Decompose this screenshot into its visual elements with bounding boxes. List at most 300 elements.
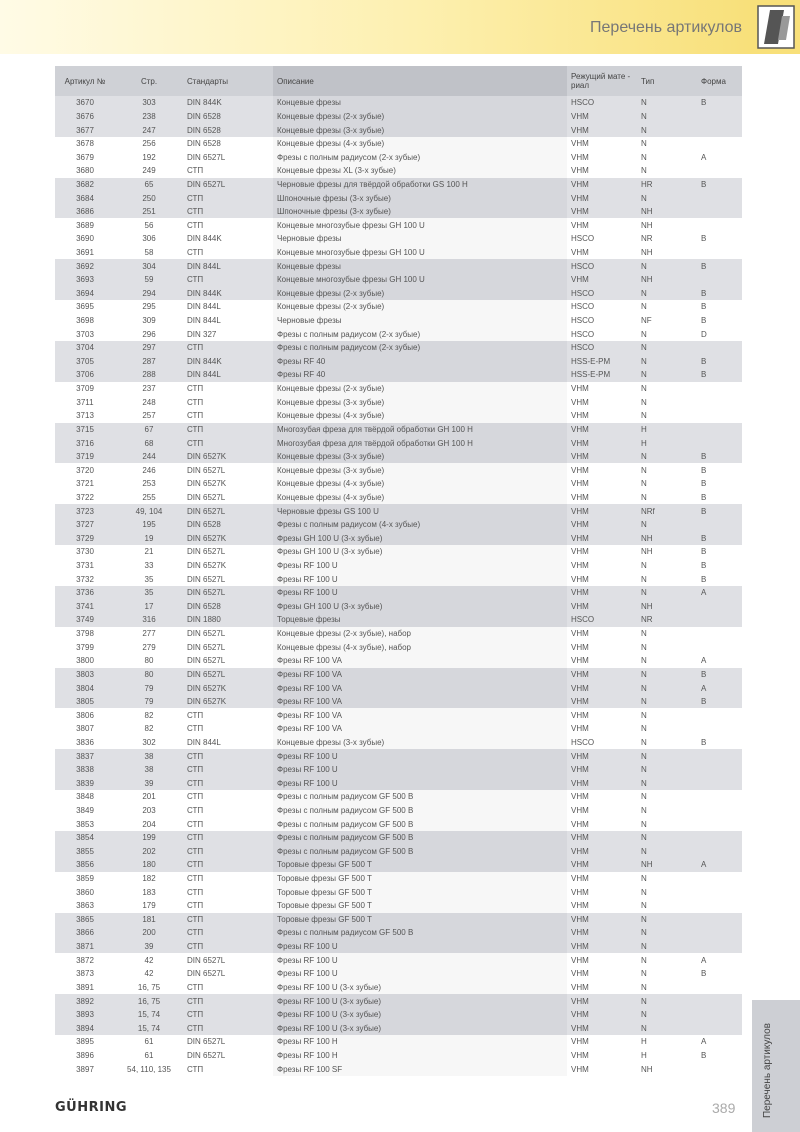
cell-material: VHM — [571, 805, 589, 815]
cell-article: 3893 — [55, 1008, 115, 1022]
cell-page: 288 — [115, 368, 183, 382]
table-row[interactable] — [55, 1008, 742, 1022]
table-row[interactable] — [55, 96, 742, 110]
cell-material: VHM — [571, 384, 589, 394]
cell-page: 42 — [144, 969, 154, 979]
cell-description: Торовые фрезы GF 500 T — [273, 885, 567, 899]
cell-article: 3691 — [76, 248, 94, 257]
table-row[interactable] — [55, 940, 742, 954]
table-row[interactable] — [55, 314, 742, 328]
cell-material: VHM — [571, 465, 589, 475]
cell-page: 15, 74 — [115, 1008, 183, 1022]
table-row[interactable] — [55, 273, 742, 287]
table-row[interactable] — [55, 776, 742, 790]
table-row[interactable] — [55, 695, 742, 709]
cell-description: Фрезы RF 100 VA — [273, 654, 567, 668]
cell-description: Торовые фрезы GF 500 T — [273, 913, 567, 927]
table-row[interactable] — [55, 804, 742, 818]
cell-standard: СТП — [187, 384, 204, 394]
cell-page: 255 — [142, 492, 156, 502]
cell-type: NR — [641, 234, 653, 244]
table-row[interactable] — [55, 953, 742, 967]
cell-description: Концевые фрезы (3-х зубые) — [273, 395, 567, 409]
cell-page: 49, 104 — [115, 504, 183, 518]
cell-material: VHM — [571, 901, 589, 911]
table-row[interactable] — [55, 218, 742, 232]
cell-article: 3676 — [55, 110, 115, 124]
table-row[interactable] — [55, 668, 742, 682]
article-table-container — [55, 66, 742, 1076]
cell-standard: СТП — [183, 831, 273, 845]
cell-material: VHM — [571, 574, 589, 584]
cell-article: 3736 — [55, 586, 115, 600]
table-row[interactable] — [55, 341, 742, 355]
cell-article: 3866 — [55, 926, 115, 940]
cell-page: 16, 75 — [115, 994, 183, 1008]
cell-type: N — [637, 668, 697, 682]
cell-description: Концевые фрезы — [273, 96, 567, 110]
cell-shape — [697, 940, 742, 954]
cell-material: VHM — [567, 518, 637, 532]
col-header-description[interactable]: Описание — [273, 66, 567, 96]
cell-standard: СТП — [183, 776, 273, 790]
cell-shape: A — [697, 681, 742, 695]
cell-shape — [697, 436, 742, 450]
cell-article: 3855 — [55, 845, 115, 859]
cell-shape — [697, 926, 742, 940]
cell-standard: СТП — [187, 1064, 204, 1074]
cell-description: Концевые многозубые фрезы GH 100 U — [273, 246, 567, 260]
cell-standard: DIN 6527L — [187, 955, 226, 965]
table-row[interactable] — [55, 559, 742, 573]
col-header-material[interactable]: Режущий мате - риал — [567, 66, 637, 96]
cell-type: N — [641, 492, 647, 502]
table-row[interactable] — [55, 423, 742, 437]
table-row[interactable] — [55, 572, 742, 586]
cell-material: VHM — [571, 710, 589, 720]
cell-article: 3856 — [55, 858, 115, 872]
table-row[interactable] — [55, 491, 742, 505]
cell-material: VHM — [571, 1050, 589, 1060]
cell-shape: B — [697, 287, 742, 301]
cell-standard: DIN 6527K — [183, 681, 273, 695]
col-header-article[interactable]: Артикул № — [55, 66, 115, 96]
cell-type: N — [641, 166, 647, 176]
cell-type: N — [637, 450, 697, 464]
cell-page: 182 — [142, 874, 156, 884]
table-row[interactable] — [55, 123, 742, 137]
cell-type: N — [637, 681, 697, 695]
cell-material: VHM — [571, 642, 589, 652]
cell-material: VHM — [567, 845, 637, 859]
table-row[interactable] — [55, 967, 742, 981]
cell-page: 61 — [144, 1037, 154, 1047]
cell-material: VHM — [567, 110, 637, 124]
cell-description: Фрезы с полным радиусом GF 500 B — [273, 845, 567, 859]
cell-standard: DIN 6528 — [183, 123, 273, 137]
table-row[interactable] — [55, 150, 742, 164]
cell-page: 58 — [144, 248, 154, 257]
cell-article: 3865 — [55, 913, 115, 927]
cell-description: Фрезы с полным радиусом (2-х зубые) — [273, 150, 567, 164]
cell-article: 3715 — [55, 423, 115, 437]
cell-page: 202 — [115, 845, 183, 859]
cell-page: 35 — [144, 574, 154, 584]
cell-material: VHM — [567, 273, 637, 287]
cell-material: VHM — [571, 547, 589, 557]
cell-type: N — [641, 955, 647, 965]
cell-description: Фрезы RF 40 — [273, 355, 567, 369]
cell-page: 295 — [142, 302, 156, 312]
cell-shape: B — [697, 695, 742, 709]
table-row[interactable] — [55, 232, 742, 246]
cell-article: 3805 — [55, 695, 115, 709]
cell-description: Концевые фрезы (2-х зубые) — [273, 300, 567, 314]
table-row[interactable] — [55, 1021, 742, 1035]
table-row[interactable] — [55, 178, 742, 192]
table-row[interactable] — [55, 164, 742, 178]
cell-description: Фрезы RF 100 U — [273, 967, 567, 981]
cell-standard: DIN 6527L — [183, 586, 273, 600]
cell-standard: DIN 327 — [187, 329, 217, 339]
table-row[interactable] — [55, 681, 742, 695]
cell-standard: DIN 6527K — [183, 532, 273, 546]
table-row[interactable] — [55, 858, 742, 872]
cell-standard: DIN 6527L — [187, 547, 226, 557]
table-row[interactable] — [55, 259, 742, 273]
cell-material: VHM — [567, 831, 637, 845]
cell-description: Фрезы RF 100 U — [273, 953, 567, 967]
cell-article: 3693 — [55, 273, 115, 287]
cell-page: 54, 110, 135 — [127, 1064, 171, 1074]
table-row[interactable] — [55, 246, 742, 260]
cell-description: Фрезы RF 100 U — [273, 559, 567, 573]
cell-type: N — [637, 845, 697, 859]
col-header-type[interactable]: Тип — [637, 66, 697, 96]
cell-type: N — [641, 629, 647, 639]
cell-standard: СТП — [183, 940, 273, 954]
cell-shape: B — [697, 504, 742, 518]
cell-page: 61 — [144, 1050, 154, 1060]
cell-type: N — [641, 792, 647, 802]
cell-material: HSCO — [567, 96, 637, 110]
table-row[interactable] — [55, 640, 742, 654]
cell-shape: B — [701, 465, 707, 475]
cell-material: VHM — [567, 776, 637, 790]
cell-article: 3859 — [76, 874, 94, 884]
article-table — [55, 66, 742, 1076]
cell-article: 3895 — [76, 1037, 94, 1047]
cell-article: 3680 — [76, 166, 94, 176]
cell-material: HSCO — [571, 329, 595, 339]
cell-description: Фрезы с полным радиусом GF 500 B — [273, 804, 567, 818]
table-row[interactable] — [55, 600, 742, 614]
cell-description: Черновые фрезы — [273, 314, 567, 328]
table-row[interactable] — [55, 845, 742, 859]
cell-shape: B — [701, 574, 707, 584]
cell-material: VHM — [567, 436, 637, 450]
cell-type: N — [641, 465, 647, 475]
table-row[interactable] — [55, 463, 742, 477]
cell-page: 82 — [144, 724, 154, 734]
cell-page: 67 — [115, 423, 183, 437]
cell-article: 3722 — [76, 492, 94, 502]
table-row[interactable] — [55, 885, 742, 899]
table-row[interactable] — [55, 722, 742, 736]
table-row[interactable] — [55, 518, 742, 532]
cell-article: 3741 — [55, 600, 115, 614]
cell-shape — [697, 981, 742, 995]
table-row[interactable] — [55, 110, 742, 124]
table-row[interactable] — [55, 613, 742, 627]
table-row[interactable] — [55, 532, 742, 546]
cell-shape — [697, 395, 742, 409]
table-row[interactable] — [55, 545, 742, 559]
cell-type: N — [641, 479, 647, 489]
cell-type: N — [637, 287, 697, 301]
cell-page: 38 — [115, 763, 183, 777]
cell-type: H — [637, 423, 697, 437]
cell-type: N — [641, 819, 647, 829]
cell-article: 3838 — [55, 763, 115, 777]
cell-article: 3705 — [55, 355, 115, 369]
cell-shape: A — [701, 152, 707, 162]
cell-shape — [697, 790, 742, 804]
cell-type: N — [641, 887, 647, 897]
cell-description: Фрезы RF 100 U — [273, 763, 567, 777]
cell-page: 204 — [142, 819, 156, 829]
table-row[interactable] — [55, 191, 742, 205]
cell-page: 302 — [142, 737, 156, 747]
cell-article: 3695 — [76, 302, 94, 312]
table-row[interactable] — [55, 1062, 742, 1076]
cell-description: Концевые фрезы (4-х зубые) — [273, 477, 567, 491]
table-row[interactable] — [55, 926, 742, 940]
cell-article: 3849 — [76, 805, 94, 815]
cell-standard: DIN 844K — [187, 234, 222, 244]
table-row[interactable] — [55, 450, 742, 464]
cell-page: 247 — [115, 123, 183, 137]
cell-material: VHM — [567, 858, 637, 872]
cell-description: Фрезы с полным радиусом GF 500 B — [273, 790, 567, 804]
cell-material: VHM — [567, 450, 637, 464]
cell-page: 279 — [142, 642, 156, 652]
cell-type: N — [637, 994, 697, 1008]
cell-standard: СТП — [183, 191, 273, 205]
table-row[interactable] — [55, 736, 742, 750]
cell-shape: A — [697, 586, 742, 600]
cell-type: N — [641, 724, 647, 734]
cell-article: 3897 — [76, 1064, 94, 1074]
cell-description: Фрезы RF 100 U — [273, 940, 567, 954]
cell-shape — [697, 913, 742, 927]
cell-shape: B — [701, 479, 707, 489]
cell-standard: DIN 6527L — [187, 1037, 226, 1047]
table-row[interactable] — [55, 382, 742, 396]
table-row[interactable] — [55, 749, 742, 763]
cell-shape: B — [697, 368, 742, 382]
cell-standard: СТП — [183, 436, 273, 450]
cell-standard: СТП — [183, 1008, 273, 1022]
cell-description: Концевые фрезы XL (3-х зубые) — [273, 164, 567, 178]
cell-type: N — [637, 259, 697, 273]
table-row[interactable] — [55, 1049, 742, 1063]
table-row[interactable] — [55, 395, 742, 409]
cell-standard: DIN 6528 — [183, 518, 273, 532]
cell-description: Торовые фрезы GF 500 T — [273, 858, 567, 872]
table-row[interactable] — [55, 287, 742, 301]
table-row[interactable] — [55, 300, 742, 314]
table-row[interactable] — [55, 205, 742, 219]
cell-type: N — [637, 341, 697, 355]
cell-article: 3803 — [55, 668, 115, 682]
col-header-shape[interactable]: Форма — [697, 66, 742, 96]
cell-standard: СТП — [183, 858, 273, 872]
table-row[interactable] — [55, 654, 742, 668]
table-row[interactable] — [55, 436, 742, 450]
cell-material: VHM — [567, 1008, 637, 1022]
cell-type: N — [641, 982, 647, 992]
cell-standard: DIN 844L — [183, 259, 273, 273]
cell-type: N — [637, 191, 697, 205]
cell-description: Торовые фрезы GF 500 T — [273, 872, 567, 886]
cell-shape — [697, 273, 742, 287]
table-row[interactable] — [55, 994, 742, 1008]
cell-page: 250 — [115, 191, 183, 205]
cell-type: N — [637, 831, 697, 845]
cell-article: 3853 — [76, 819, 94, 829]
table-row[interactable] — [55, 586, 742, 600]
cell-article: 3837 — [55, 749, 115, 763]
cell-type: NH — [641, 220, 653, 230]
cell-description: Фрезы с полным радиусом GF 500 B — [273, 817, 567, 831]
cell-article: 3682 — [55, 178, 115, 192]
cell-type: N — [637, 96, 697, 110]
table-row[interactable] — [55, 355, 742, 369]
cell-type: N — [641, 969, 647, 979]
cell-shape — [697, 191, 742, 205]
table-row[interactable] — [55, 137, 742, 151]
cell-page: 248 — [142, 397, 156, 407]
cell-standard: DIN 6527L — [187, 574, 226, 584]
cell-standard: DIN 6527L — [187, 152, 226, 162]
cell-material: VHM — [567, 532, 637, 546]
table-row[interactable] — [55, 817, 742, 831]
cell-type: H — [641, 1050, 647, 1060]
cell-article: 3863 — [76, 901, 94, 911]
cell-page: 297 — [115, 341, 183, 355]
cell-material: HSS-E-PM — [567, 355, 637, 369]
table-row[interactable] — [55, 409, 742, 423]
table-row[interactable] — [55, 872, 742, 886]
cell-description: Многозубая фреза для твёрдой обработки GH 100 H — [273, 423, 567, 437]
side-tab[interactable] — [752, 1000, 800, 1132]
cell-description: Концевые фрезы (4-х зубые) — [273, 409, 567, 423]
cell-material: VHM — [567, 600, 637, 614]
table-row[interactable] — [55, 477, 742, 491]
cell-description: Фрезы RF 100 U (3-х зубые) — [273, 1021, 567, 1035]
cell-page: 316 — [115, 613, 183, 627]
cell-article: 3704 — [55, 341, 115, 355]
cell-material: VHM — [571, 397, 589, 407]
cell-page: 199 — [115, 831, 183, 845]
cell-article: 3721 — [76, 479, 94, 489]
cell-material: VHM — [567, 695, 637, 709]
cell-type: N — [641, 656, 647, 666]
table-row[interactable] — [55, 708, 742, 722]
cell-description: Фрезы RF 100 H — [273, 1035, 567, 1049]
cell-description: Фрезы с полным радиусом (2-х зубые) — [273, 341, 567, 355]
col-header-page[interactable]: Стр. — [115, 66, 183, 96]
cell-shape — [697, 640, 742, 654]
cell-shape — [697, 831, 742, 845]
col-header-standards[interactable]: Стандарты — [183, 66, 273, 96]
cell-page: 294 — [115, 287, 183, 301]
cell-description: Многозубая фреза для твёрдой обработки GH 100 H — [273, 436, 567, 450]
cell-type: NH — [641, 1064, 653, 1074]
cell-article: 3670 — [55, 96, 115, 110]
cell-shape: A — [697, 858, 742, 872]
cell-material: VHM — [567, 681, 637, 695]
table-row[interactable] — [55, 368, 742, 382]
cell-material: VHM — [571, 248, 589, 257]
cell-shape: B — [701, 561, 707, 571]
cell-page: 21 — [144, 547, 154, 557]
cell-standard: СТП — [183, 1021, 273, 1035]
cell-standard: DIN 6527L — [183, 668, 273, 682]
cell-page: 79 — [115, 695, 183, 709]
cell-standard: DIN 6527L — [187, 642, 226, 652]
cell-standard: DIN 6528 — [183, 110, 273, 124]
cell-shape — [697, 763, 742, 777]
table-row[interactable] — [55, 899, 742, 913]
cell-standard: DIN 844K — [183, 287, 273, 301]
table-row[interactable] — [55, 1035, 742, 1049]
cell-article: 3719 — [55, 450, 115, 464]
cell-standard: СТП — [187, 819, 204, 829]
cell-description: Фрезы RF 100 U — [273, 776, 567, 790]
table-row[interactable] — [55, 831, 742, 845]
table-row[interactable] — [55, 504, 742, 518]
cell-material: VHM — [571, 792, 589, 802]
cell-article: 3703 — [76, 329, 94, 339]
cell-shape: B — [701, 547, 707, 557]
cell-description: Фрезы с полным радиусом GF 500 B — [273, 926, 567, 940]
cell-shape — [697, 627, 742, 641]
table-row[interactable] — [55, 763, 742, 777]
table-row[interactable] — [55, 627, 742, 641]
cell-shape — [697, 1008, 742, 1022]
cell-type: NF — [641, 316, 652, 326]
cell-material: VHM — [571, 874, 589, 884]
cell-page: 192 — [142, 152, 156, 162]
cell-material: VHM — [571, 561, 589, 571]
cell-article: 3706 — [55, 368, 115, 382]
cell-page: 257 — [142, 411, 156, 421]
table-row[interactable] — [55, 327, 742, 341]
cell-article: 3807 — [76, 724, 94, 734]
cell-material: VHM — [571, 887, 589, 897]
table-row[interactable] — [55, 913, 742, 927]
cell-description: Черновые фрезы для твёрдой обработки GS 100 H — [273, 178, 567, 192]
cell-material: VHM — [571, 152, 589, 162]
cell-article: 3896 — [76, 1050, 94, 1060]
cell-shape: B — [697, 259, 742, 273]
cell-standard: DIN 6527L — [183, 504, 273, 518]
table-row[interactable] — [55, 790, 742, 804]
table-row[interactable] — [55, 981, 742, 995]
cell-material: VHM — [567, 668, 637, 682]
